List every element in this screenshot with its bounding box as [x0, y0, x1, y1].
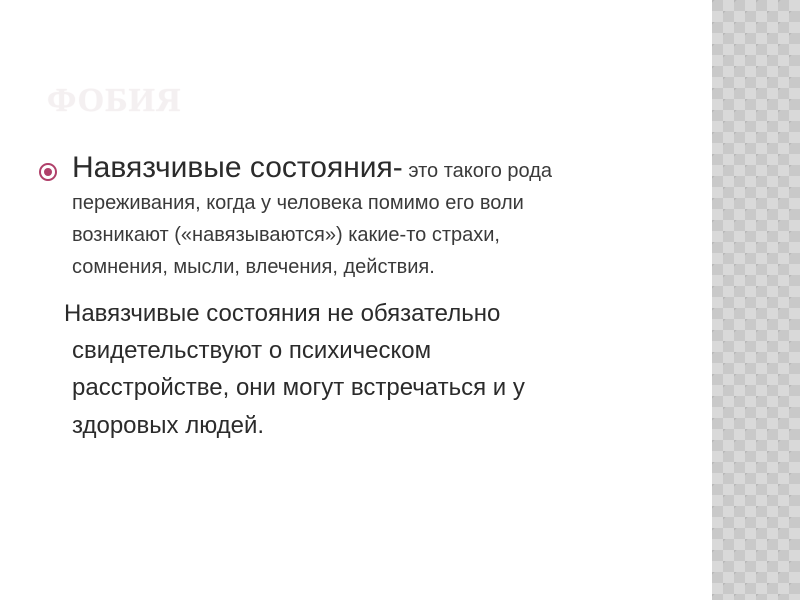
- bullet-line: переживания, когда у человека помимо его воли: [72, 192, 524, 214]
- slide-title: ФОБИЯ: [47, 82, 182, 119]
- decorative-side-pattern: [712, 0, 800, 600]
- bullet-item: [38, 150, 678, 283]
- bullet-line: сомнения, мысли, влечения, действия.: [72, 256, 435, 278]
- bullet-line: возникают («навязываются») какие-то страхи,: [72, 224, 500, 246]
- circle-bullet-icon: [38, 162, 58, 182]
- paragraph-line: свидетельствуют о психическом: [72, 337, 432, 365]
- slide-content: [38, 150, 678, 444]
- bullet-rest-first: это такого рода: [402, 160, 553, 182]
- paragraph-line: Навязчивые состояния не обязательно: [64, 300, 501, 327]
- paragraph-line: расстройстве, они могут встречаться и у: [72, 374, 525, 402]
- bullet-lead-text: Навязчивые состояния-: [72, 151, 403, 184]
- body-paragraph: [38, 295, 678, 444]
- paragraph-line: здоровых людей.: [72, 411, 265, 439]
